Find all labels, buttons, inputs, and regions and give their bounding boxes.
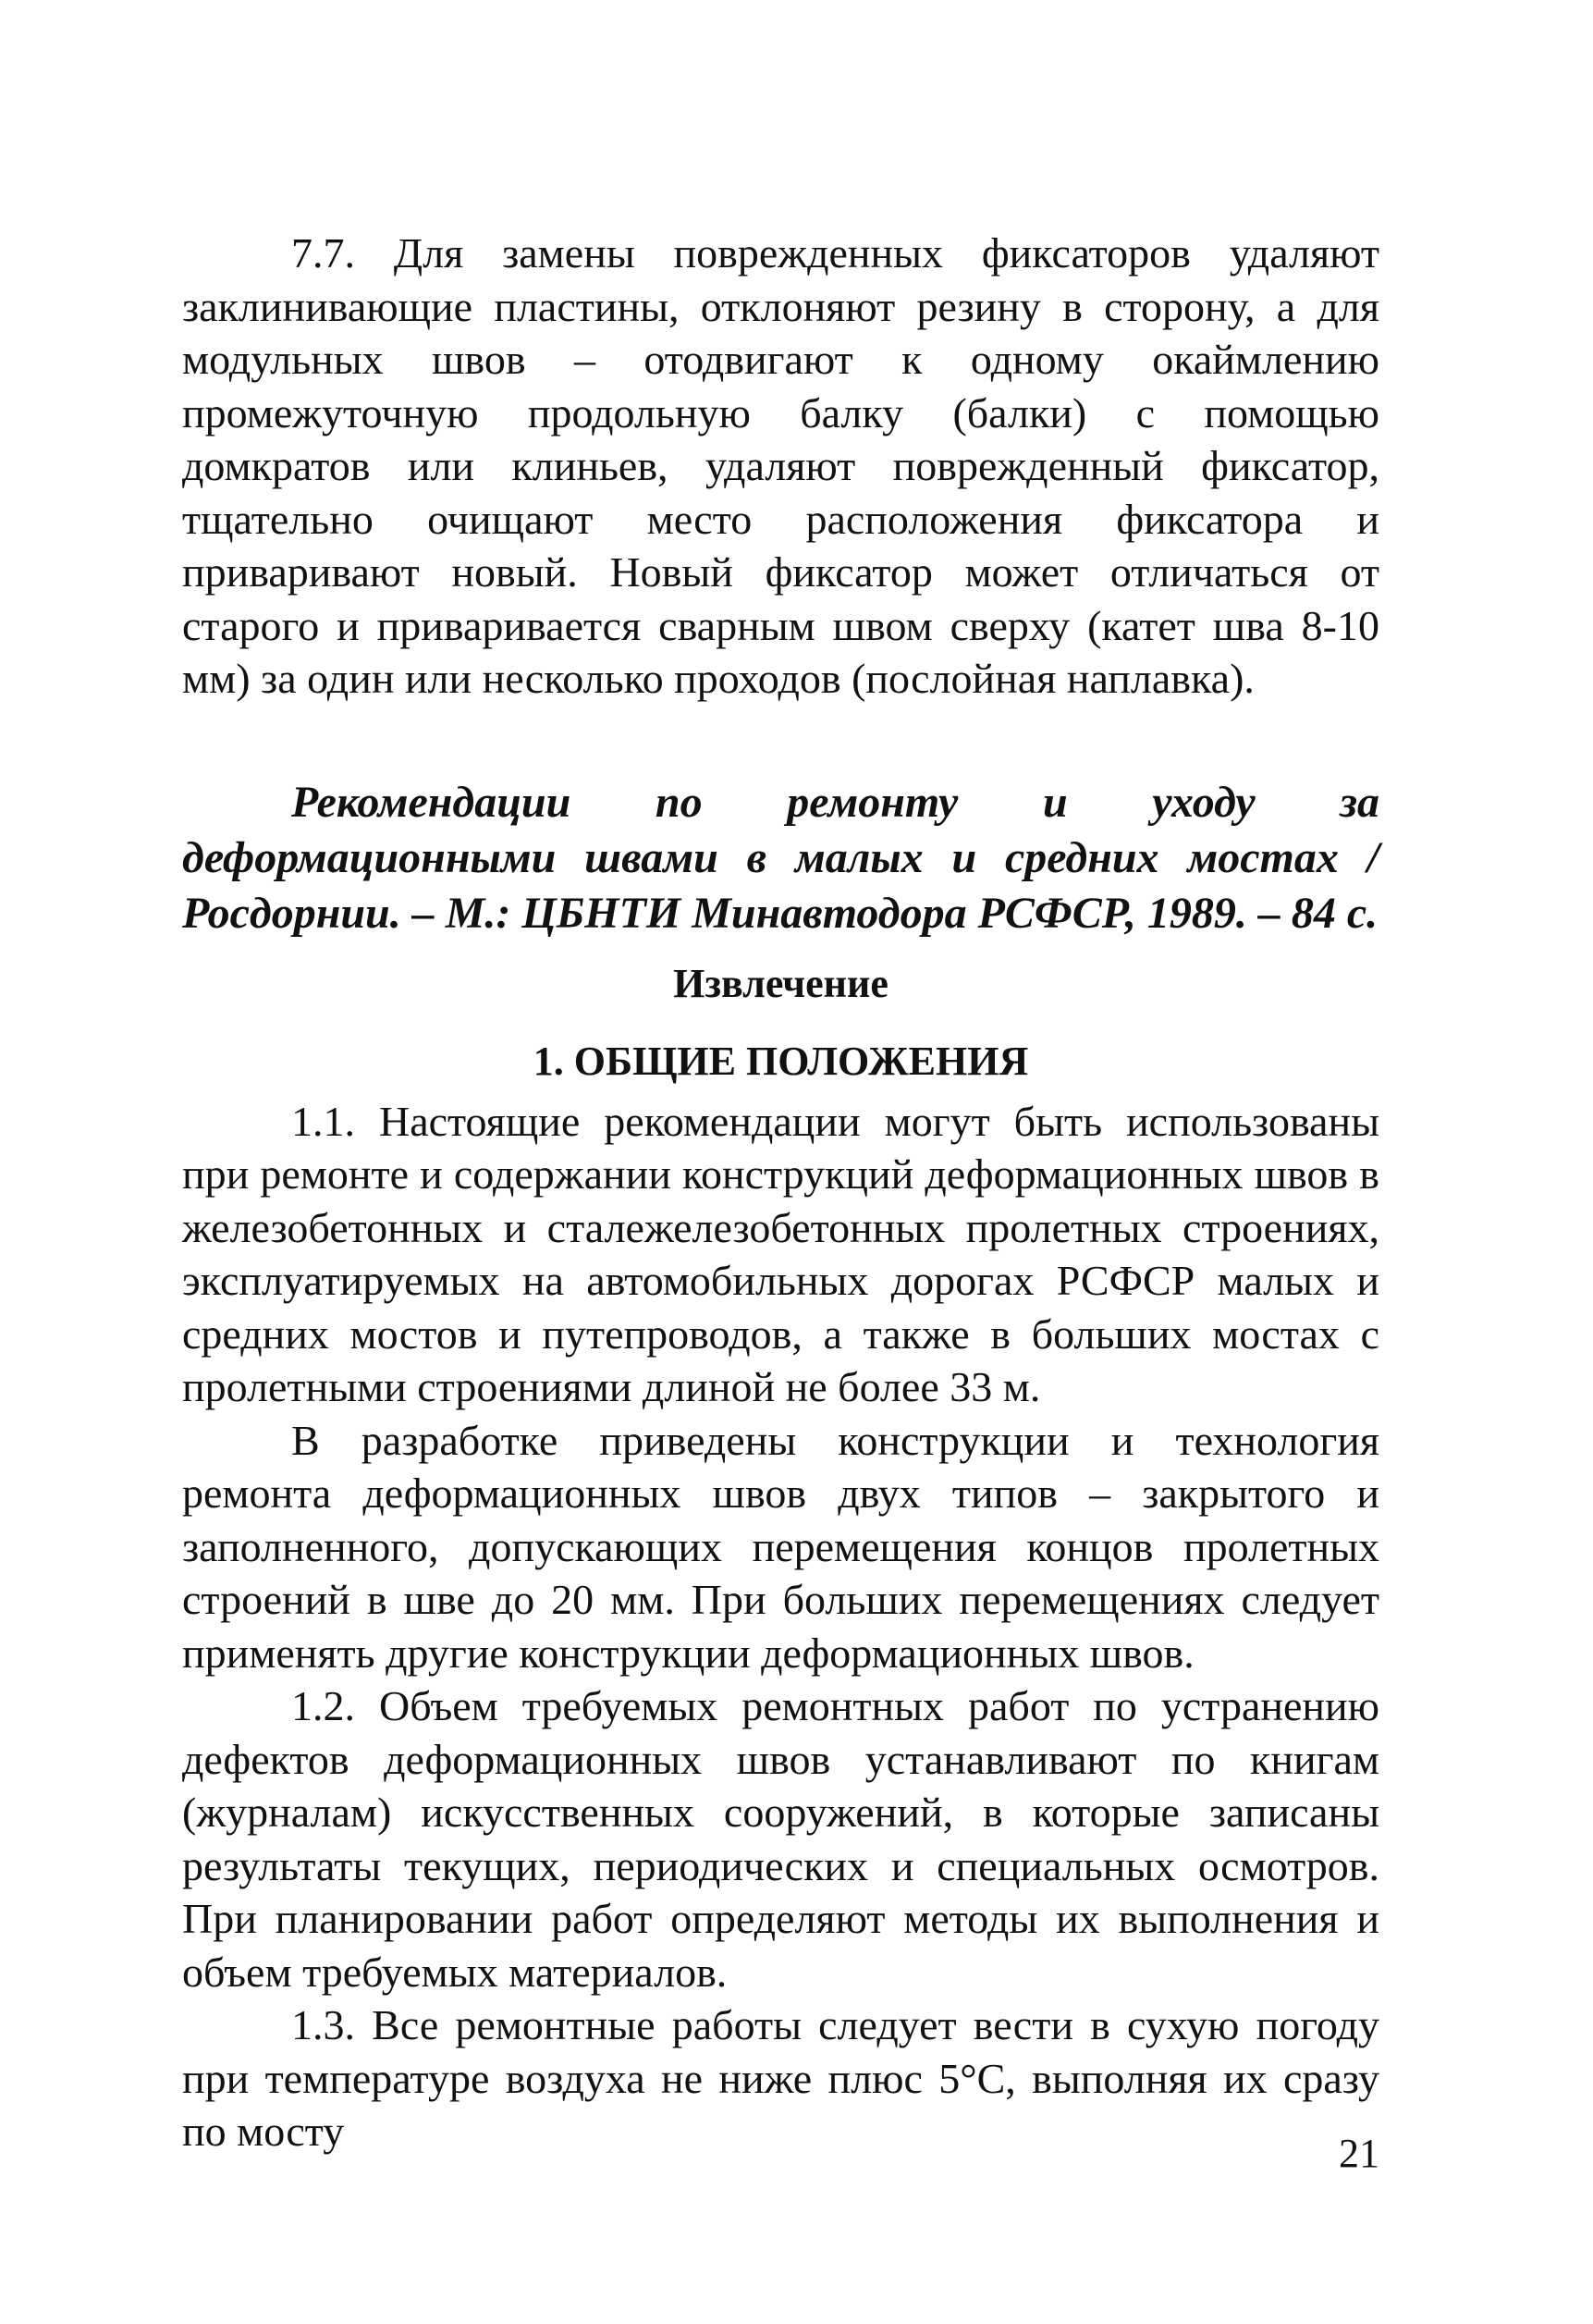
spacer [182, 706, 1379, 775]
page-number: 21 [1339, 2131, 1379, 2176]
spacer [182, 1010, 1379, 1036]
section-heading: 1. ОБЩИЕ ПОЛОЖЕНИЯ [533, 1038, 1029, 1084]
page-content [182, 227, 1379, 2158]
spacer [182, 1088, 1379, 1095]
paragraph-1-3: 1.3. Все ремонтные работы следует вести в сухую погоду при температуре воздуха не ниже плюс 5°С, выполняя их сразу по мосту [182, 2001, 1379, 2155]
paragraph-1-2: 1.2. Объем требуемых ремонтных работ по устранению дефектов деформационных швов устанавливают по книгам (журналам) искусственных сооружений, в которые записаны результаты текущих, периодических и специальных осмотров. При планировании работ определяют методы их выполнения и объем требуемых материалов. [182, 1682, 1379, 1996]
paragraph-design: В разработке приведены конструкции и технология ремонта деформационных швов двух типов – закрытого и заполненного, допускающих перемещения концов пролетных строений в шве до 20 мм. При больших перемещениях следует применять другие конструкции деформационных швов. [182, 1416, 1379, 1677]
paragraph-1-1: 1.1. Настоящие рекомендации могут быть использованы при ремонте и содержании конструкций деформационных швов в железобетонных и сталежелезобетонных пролетных строениях, эксплуатируемых на автомобильных дорогах РСФСР малых и средних мостов и путепроводов, а также в больших мостах с пролетными строениями длиной не более 33 м. [182, 1097, 1379, 1410]
paragraph-7-7: 7.7. Для замены поврежденных фиксаторов удаляют заклинивающие пластины, отклоняют резину в сторону, а для модульных швов – отодвигают к одному окаймлению промежуточную продольную балку (балки) с помощью домкратов или клиньев, удаляют поврежденный фиксатор, тщательно очищают место расположения фиксатора и приваривают новый. Новый фиксатор может отличаться от старого и приваривается сварным швом сверху (катет шва 8-10 мм) за один или несколько проходов (послойная наплавка). [182, 229, 1379, 702]
extract-label: Извлечение [673, 960, 888, 1006]
bibliographic-citation: Рекомендации по ремонту и уходу за деформационными швами в малых и средних мостах / Росдорнии. – М.: ЦБНТИ Минавтодора РСФСР, 1989. – 84 с. [182, 777, 1379, 938]
spacer [182, 941, 1379, 958]
